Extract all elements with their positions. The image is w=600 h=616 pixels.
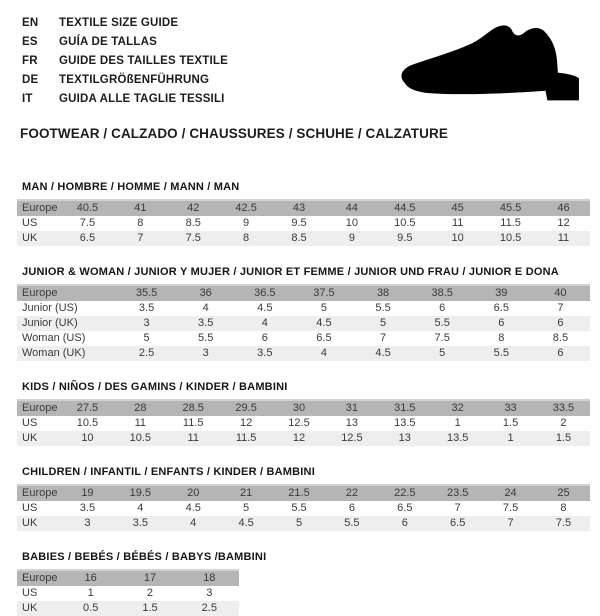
table-header-row [17, 284, 590, 301]
table-title: CHILDREN / INFANTIL / ENFANTS / KINDER / BAMBINI [22, 466, 315, 478]
size-cell: 18 [203, 572, 216, 584]
size-cell: 3 [84, 517, 91, 529]
size-cell: 3.5 [79, 502, 96, 514]
size-cell: 12 [557, 217, 570, 229]
size-cell: 43 [292, 202, 306, 214]
size-cell: 6 [261, 332, 268, 344]
size-cell: 13 [398, 432, 411, 444]
size-table-section [17, 266, 600, 361]
size-cell: 29.5 [235, 402, 257, 414]
size-cell: 4 [190, 517, 197, 529]
size-cell: 12.5 [341, 432, 363, 444]
size-cell: 21 [239, 487, 253, 499]
language-code: IT [22, 93, 33, 105]
size-cell: 1 [87, 587, 94, 599]
size-cell: 6 [557, 347, 564, 359]
size-cell: 8.5 [185, 217, 201, 229]
row-label: US [22, 587, 38, 599]
size-cell: 2.5 [138, 347, 155, 359]
table-row [17, 316, 590, 331]
size-cell: 7 [454, 502, 461, 514]
size-cell: 8 [137, 217, 144, 229]
size-cell: 12 [292, 432, 306, 444]
size-cell: 6.5 [316, 332, 332, 344]
size-cell: 7.5 [502, 502, 519, 514]
row-label: Woman (UK) [22, 347, 86, 359]
language-code: EN [22, 17, 39, 29]
size-cell: 6.5 [450, 517, 466, 529]
size-cell: 19.5 [129, 487, 152, 499]
dress-shoe-icon [394, 20, 586, 108]
row-label: US [22, 417, 38, 429]
table-row [17, 346, 590, 361]
size-cell: 10 [81, 432, 94, 444]
size-cell: 8 [498, 332, 505, 344]
size-cell: 7 [557, 302, 564, 314]
size-cell: 11 [187, 432, 199, 444]
size-cell: 0.5 [83, 602, 99, 614]
size-cell: 4.5 [185, 502, 201, 514]
table-row [17, 431, 590, 446]
size-cell: 35.5 [135, 287, 158, 299]
table-title: BABIES / BEBÉS / BÉBÉS / BABYS /BAMBINI [22, 551, 267, 563]
table-row [17, 601, 239, 616]
size-cell: 6 [348, 502, 355, 514]
size-table [17, 569, 239, 616]
size-cell: 3.5 [198, 317, 214, 329]
table-row [17, 231, 590, 246]
size-cell: 22 [345, 487, 359, 499]
table-row [17, 331, 590, 346]
size-table-section [17, 381, 600, 446]
size-table [17, 399, 590, 446]
size-cell: 39 [495, 287, 508, 299]
size-cell: 33 [504, 402, 517, 414]
size-cell: 6 [557, 317, 564, 329]
size-cell: 40.5 [76, 202, 99, 214]
size-cell: 5.5 [344, 517, 360, 529]
size-cell: 20 [187, 487, 200, 499]
size-cell: 5 [439, 347, 446, 359]
size-cell: 25 [557, 487, 570, 499]
size-cell: 1.5 [502, 417, 519, 429]
size-table [17, 284, 590, 361]
page-header [0, 0, 600, 116]
size-cell: 10.5 [499, 232, 522, 244]
size-cell: 7 [507, 517, 514, 529]
table-row [17, 216, 590, 231]
row-label: UK [22, 517, 38, 529]
size-cell: 11.5 [235, 432, 257, 444]
size-cell: 1 [507, 432, 514, 444]
size-cell: 9.5 [397, 232, 413, 244]
size-cell: 12 [239, 417, 253, 429]
size-cell: 45 [451, 202, 464, 214]
size-cell: 22.5 [394, 487, 416, 499]
size-cell: 6 [401, 517, 408, 529]
size-cell: 10.5 [129, 432, 152, 444]
size-table-section [17, 551, 600, 616]
row-label: Europe [22, 202, 58, 214]
size-cell: 31.5 [394, 402, 416, 414]
size-cell: 11 [451, 217, 464, 229]
size-cell: 8.5 [291, 232, 307, 244]
row-label: Junior (UK) [22, 317, 78, 329]
size-cell: 3.5 [138, 302, 155, 314]
size-cell: 3 [202, 347, 209, 359]
table-row [17, 301, 590, 316]
size-cell: 5 [295, 517, 303, 529]
size-cell: 12.5 [288, 417, 310, 429]
size-cell: 4.5 [257, 302, 273, 314]
size-cell: 10.5 [394, 217, 416, 229]
size-cell: 21.5 [288, 487, 310, 499]
row-label: UK [22, 432, 38, 444]
size-cell: 1.5 [142, 602, 158, 614]
size-cell: 3 [206, 587, 213, 599]
size-cell: 36 [199, 287, 212, 299]
size-cell: 28 [134, 402, 147, 414]
size-cell: 7 [380, 332, 387, 344]
table-header-row [17, 569, 239, 586]
table-row [17, 586, 239, 601]
table-header-row [17, 199, 590, 216]
language-code: FR [22, 55, 38, 67]
language-code: ES [22, 36, 38, 48]
language-label: TEXTILE SIZE GUIDE [59, 17, 179, 29]
size-cell: 5 [380, 317, 387, 329]
size-cell: 13 [345, 417, 359, 429]
size-cell: 7 [137, 232, 144, 244]
size-cell: 10 [345, 217, 359, 229]
size-cell: 1 [454, 417, 461, 429]
row-label: Junior (US) [22, 302, 78, 314]
size-cell: 30 [292, 402, 306, 414]
size-cell: 6.5 [493, 302, 509, 314]
size-cell: 4 [320, 347, 327, 359]
size-cell: 40 [554, 287, 567, 299]
table-header-row [17, 399, 590, 416]
size-cell: 36.5 [254, 287, 276, 299]
row-label: Europe [22, 487, 58, 499]
size-cell: 5 [320, 302, 327, 314]
size-cell: 8 [243, 232, 250, 244]
size-cell: 8.5 [552, 332, 569, 344]
row-label: US [22, 502, 38, 514]
size-cell: 5.5 [434, 317, 450, 329]
size-table-section [17, 466, 600, 531]
size-cell: 32 [451, 402, 464, 414]
size-cell: 7.5 [79, 217, 96, 229]
size-cell: 46 [557, 202, 570, 214]
size-cell: 6.5 [79, 232, 96, 244]
size-cell: 2 [146, 587, 154, 599]
size-cell: 6 [439, 302, 446, 314]
size-cell: 44 [345, 202, 359, 214]
size-cell: 9 [348, 232, 355, 244]
size-cell: 4 [202, 302, 209, 314]
size-cell: 41 [134, 202, 147, 214]
size-cell: 9 [243, 217, 250, 229]
size-cell: 5.5 [291, 502, 307, 514]
language-label: GUIDE DES TAILLES TEXTILE [59, 55, 228, 67]
size-cell: 38.5 [431, 287, 453, 299]
language-label: GUIDA ALLE TAGLIE TESSILI [59, 93, 225, 105]
size-cell: 17 [143, 572, 157, 584]
size-cell: 5.5 [375, 302, 391, 314]
size-cell: 6.5 [397, 502, 413, 514]
size-table [17, 484, 590, 531]
table-title: MAN / HOMBRE / HOMME / MANN / MAN [22, 181, 240, 193]
size-cell: 27.5 [76, 402, 99, 414]
size-cell: 31 [345, 402, 359, 414]
size-cell: 2 [560, 417, 567, 429]
row-label: Europe [22, 572, 58, 584]
language-code: DE [22, 74, 39, 86]
size-cell: 2.5 [201, 602, 217, 614]
size-cell: 7.5 [185, 232, 201, 244]
size-cell: 8 [560, 502, 567, 514]
size-cell: 3 [143, 317, 150, 329]
size-cell: 24 [504, 487, 517, 499]
table-title: KIDS / NIÑOS / DES GAMINS / KINDER / BAMBINI [22, 381, 288, 393]
size-table-section [17, 181, 600, 246]
size-tables [17, 181, 600, 616]
size-table [17, 199, 590, 246]
size-cell: 23.5 [446, 487, 469, 499]
size-cell: 11 [134, 417, 147, 429]
table-title: JUNIOR & WOMAN / JUNIOR Y MUJER / JUNIOR ET FEMME / JUNIOR UND FRAU / JUNIOR E DONA [22, 266, 559, 278]
size-cell: 44.5 [394, 202, 416, 214]
size-cell: 1.5 [555, 432, 572, 444]
size-cell: 11.5 [182, 417, 204, 429]
size-cell: 42.5 [235, 202, 257, 214]
size-cell: 9.5 [291, 217, 307, 229]
size-cell: 4.5 [316, 317, 332, 329]
row-label: Woman (US) [22, 332, 86, 344]
row-label: Europe [22, 287, 58, 299]
size-cell: 11.5 [500, 217, 521, 229]
size-cell: 7.5 [434, 332, 450, 344]
row-label: UK [22, 232, 38, 244]
size-cell: 4 [261, 317, 268, 329]
row-label: Europe [22, 402, 58, 414]
size-cell: 7.5 [555, 517, 572, 529]
table-header-row [17, 484, 590, 501]
size-cell: 5 [243, 502, 250, 514]
size-cell: 4.5 [238, 517, 254, 529]
size-cell: 3.5 [132, 517, 148, 529]
size-cell: 19 [81, 487, 94, 499]
size-cell: 45.5 [499, 202, 522, 214]
size-cell: 16 [84, 572, 97, 584]
size-cell: 5.5 [493, 347, 509, 359]
size-cell: 6 [498, 317, 505, 329]
shoe-silhouette-path [401, 25, 579, 100]
language-label: TEXTILGRÖßENFÜHRUNG [59, 74, 210, 86]
size-cell: 11 [557, 232, 570, 244]
row-label: UK [22, 602, 38, 614]
size-cell: 28.5 [182, 402, 204, 414]
size-cell: 38 [376, 287, 390, 299]
table-row [17, 516, 590, 531]
category-header: FOOTWEAR / CALZADO / CHAUSSURES / SCHUHE / CALZATURE [20, 126, 448, 141]
size-cell: 37.5 [313, 287, 335, 299]
size-cell: 4.5 [375, 347, 391, 359]
size-cell: 42 [187, 202, 200, 214]
size-cell: 10.5 [76, 417, 99, 429]
size-cell: 5.5 [198, 332, 214, 344]
size-cell: 10 [451, 232, 464, 244]
size-cell: 3.5 [257, 347, 273, 359]
size-cell: 13.5 [394, 417, 416, 429]
row-label: US [22, 217, 38, 229]
size-cell: 4 [137, 502, 144, 514]
table-row [17, 501, 590, 516]
language-label: GUÍA DE TALLAS [59, 36, 157, 48]
table-row [17, 416, 590, 431]
size-cell: 13.5 [446, 432, 469, 444]
size-cell: 33.5 [552, 402, 575, 414]
size-cell: 5 [143, 332, 150, 344]
